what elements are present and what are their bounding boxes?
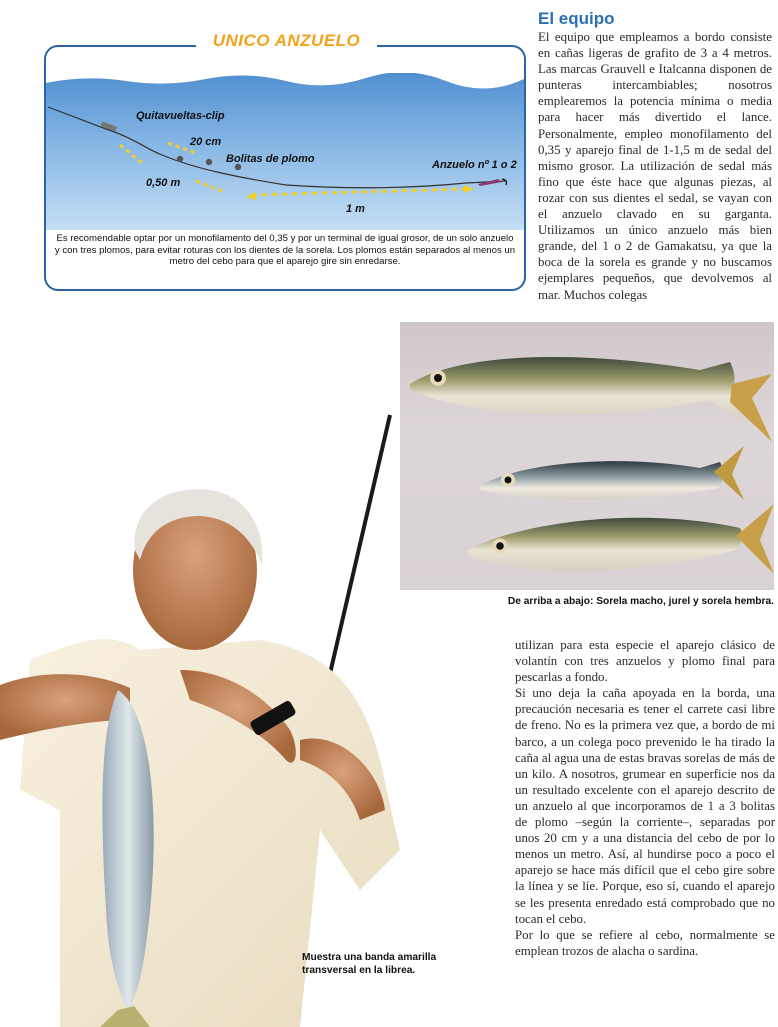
fish-jurel [480,446,744,500]
fish-photo-caption: De arriba a abajo: Sorela macho, jurel y sorela hembra. [507,596,774,607]
diagram-caption: Es recomendable optar por un monofilamento del 0,35 y por un terminal de igual grosor, de un solo anzuelo y con tres plomos, para evitar roturas con los dientes de la sorela. Los plomos están separados al menos un metro del cebo para que el aparejo gire sin enredarse. [54,233,516,268]
paragraph: Por lo que se refiere al cebo, normalmente se emplean trozos de alacha o sardina. [515,927,775,958]
article-text-top: El equipo que empleamos a bordo consiste en cañas ligeras de grafito de 3 a 4 metros. Las marcas Grauvell e Italcanna disponen de punteras intercambiables; nosotros emplearemos la potencia mínima o media para hacer más divertido el lance. Personalmente, empleo monofilamento del 0,35 y aparejo final de 1-1,5 m de sedal del mismo grosor. La utilización de sedal más fino que éste hace que algunas piezas, al rozar con sus dientes el sedal, se vayan con el anzuelo clavado en su garganta. Utilizamos un único anzuelo más bien grande, del 1 o 2 de Gamakatsu, ya que la boca de la sorela es grande y no buscamos ejemplares pequeños, que devolvemos al mar. Muchos colegas [538,30,772,302]
label-swivel: Quitavueltas-clip [136,110,225,122]
lead-ball-icon [206,159,212,165]
label-hook: Anzuelo nº 1 o 2 [432,159,517,171]
diagram-title: UNICO ANZUELO [196,31,377,51]
article-text-bottom [515,637,775,959]
fisherman-photo-caption: Muestra una banda amarilla transversal en la librea. [302,952,437,976]
fish-sorela-female [468,504,774,574]
lead-ball-icon [177,156,183,162]
fisherman-photo [0,290,512,1027]
rig-diagram [44,45,526,291]
section-heading: El equipo [538,9,615,28]
label-050m: 0,50 m [146,177,181,189]
paragraph: Si uno deja la caña apoyada en la borda, una precaución necesaria es tener el carrete casi libre de freno. No es la primera vez que, a bordo de mi barco, a un colega poco prevenido le ha tirado la caña al agua una de estas bravas sorelas de más de un kilo. A nosotros, grumear en superficie nos da un resultado excelente con el aparejo descrito de un anzuelo al que incorporamos de 1 a 3 bolitas de plomo –según la corriente–, separadas por unos 20 cm y a una distancia del cebo de por lo menos un metro. Así, al hundirse poco a poco el aparejo se hace más difícil que el cebo gire sobre la línea y se líe. Porque, eso sí, cuando el aparejo se les presenta enredado está comprobado que no tocan el cebo. [515,686,775,926]
label-1m: 1 m [346,203,365,215]
label-weights: Bolitas de plomo [226,153,315,165]
paragraph: utilizan para esta especie el aparejo clásico de volantín con tres anzuelos y plomo final para pescarlas a fondo. [515,638,775,685]
water-surface [46,73,524,230]
water-illustration [46,73,524,230]
label-20cm: 20 cm [190,136,222,148]
